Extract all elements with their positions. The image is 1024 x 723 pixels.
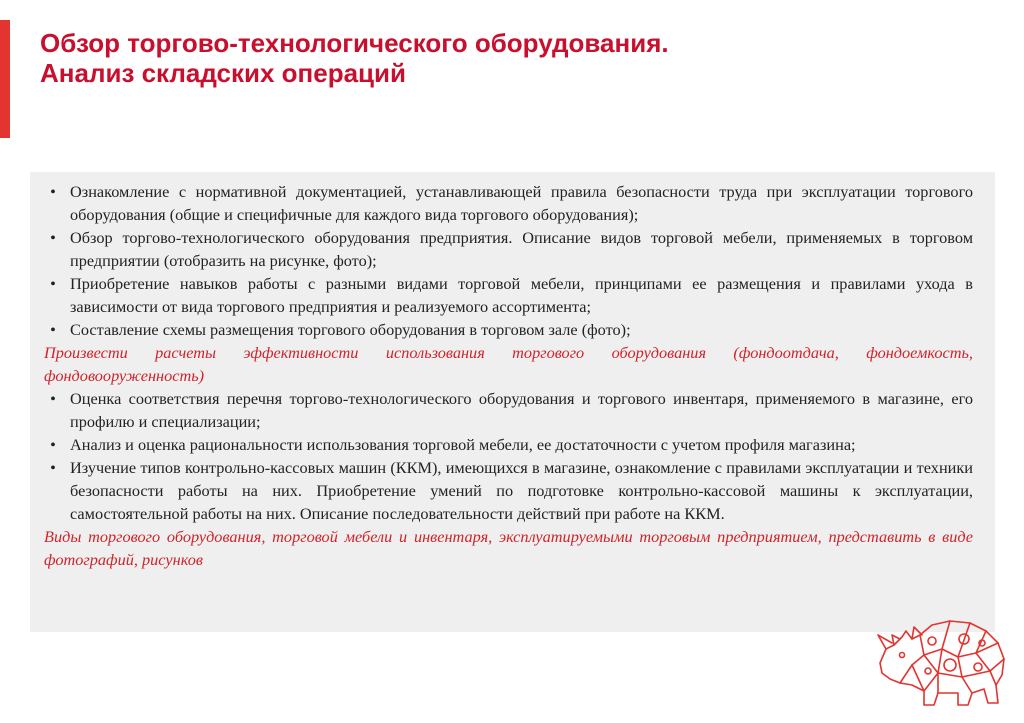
list-item-text: Оценка соответствия перечня торгово-технологического оборудования и торгового инвентаря, применяемого в магазине, его профилю и специализации; [70,389,973,431]
task-note: Виды торгового оборудования, торговой мебели и инвентаря, эксплуатируемыми торговым предприятием, представить в виде фотографий, рисунков [44,527,973,569]
list-item-text: Анализ и оценка рациональности использования торговой мебели, ее достаточности с учетом профиля магазина; [70,435,856,454]
bullet-icon: • [50,274,56,293]
list-item [44,433,973,456]
list-item [44,387,973,433]
list-item-text: Изучение типов контрольно-кассовых машин (ККМ), имеющихся в магазине, ознакомление с правилами эксплуатации и техники безопасности работы на них. Приобретение умений по подготовке контрольно-кассовой машины к эксплуатации, самостоятельной работы на них. Описание последовательности действий при работе на ККМ. [70,458,973,523]
list-item-text: Приобретение навыков работы с разными видами торговой мебели, принципами ее размещения и правилами ухода в зависимости от вида торгового предприятия и реализуемого ассортимента; [70,274,973,316]
rhino-logo-icon [872,605,1012,715]
accent-bar [0,20,10,138]
page-title [40,28,940,88]
title-line-1: Обзор торгово-технологического оборудования. [40,28,669,58]
content-panel [30,172,995,632]
bullet-icon: • [50,389,56,408]
bullet-icon: • [50,228,56,247]
list-item-text: Обзор торгово-технологического оборудования предприятия. Описание видов торговой мебели, применяемых в торговом предприятии (отобразить на рисунке, фото); [70,228,973,270]
list-item [44,318,973,341]
bullet-icon: • [50,320,56,339]
list-item [44,180,973,226]
bullet-icon: • [50,182,56,201]
list-item [44,456,973,525]
bullet-icon: • [50,458,56,477]
list-item [44,226,973,272]
title-line-2: Анализ складских операций [40,58,406,88]
list-item-text: Составление схемы размещения торгового оборудования в торговом зале (фото); [70,320,631,339]
task-note: Произвести расчеты эффективности использования торгового оборудования (фондоотдача, фондоемкость, фондовооруженность) [44,343,973,385]
bullet-icon: • [50,435,56,454]
list-item-text: Ознакомление с нормативной документацией, устанавливающей правила безопасности труда при эксплуатации торгового оборудования (общие и специфичные для каждого вида торгового оборудования); [70,182,973,224]
list-item [44,272,973,318]
